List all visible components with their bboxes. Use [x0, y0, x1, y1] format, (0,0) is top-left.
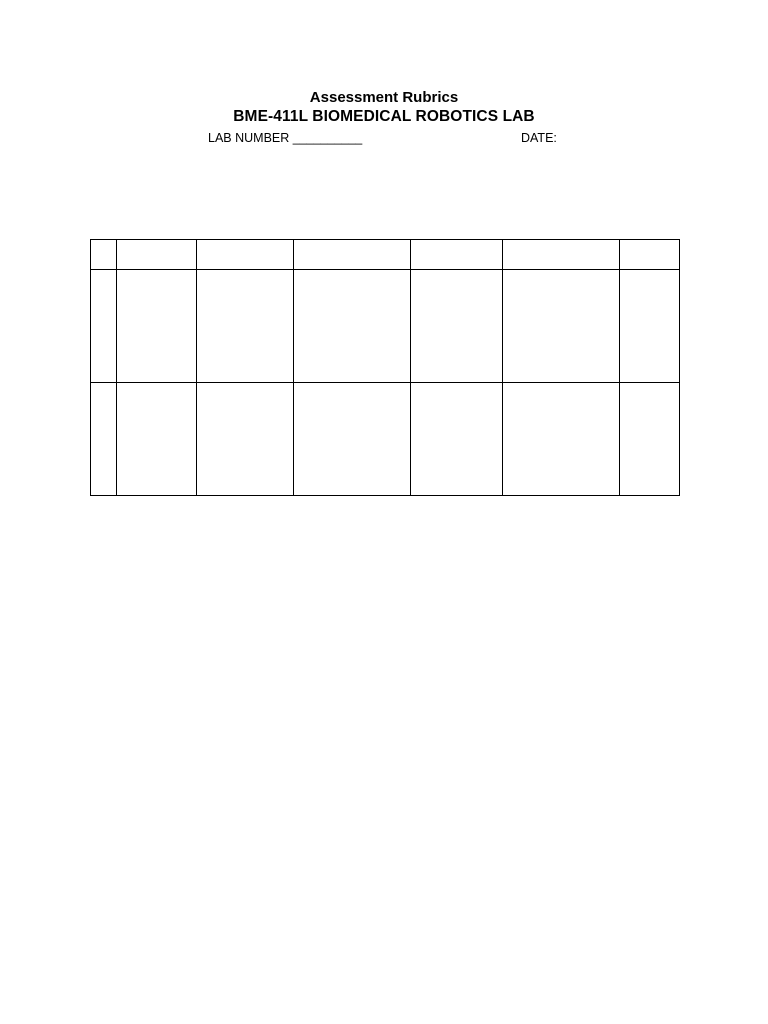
header-cell: [294, 240, 411, 270]
table-cell: [411, 270, 503, 383]
table-cell: [503, 383, 620, 496]
table-header-row: [91, 240, 680, 270]
header-cell: [91, 240, 117, 270]
header-cell: [503, 240, 620, 270]
table-cell: [117, 270, 197, 383]
table-cell: [91, 270, 117, 383]
header-cell: [620, 240, 680, 270]
table-cell: [411, 383, 503, 496]
document-heading: Assessment Rubrics: [309, 89, 459, 106]
table-cell: [294, 383, 411, 496]
date-field: DATE:: [521, 131, 557, 145]
header-cell: [117, 240, 197, 270]
header-cell: [197, 240, 294, 270]
table-cell: [620, 383, 680, 496]
rubric-table: [90, 239, 680, 496]
table-row: [91, 270, 680, 383]
header-cell: [411, 240, 503, 270]
table-cell: [197, 383, 294, 496]
table-cell: [117, 383, 197, 496]
table-cell: [91, 383, 117, 496]
table-cell: [197, 270, 294, 383]
course-title: BME-411L BIOMEDICAL ROBOTICS LAB: [233, 108, 535, 125]
table-cell: [503, 270, 620, 383]
table-cell: [620, 270, 680, 383]
table-cell: [294, 270, 411, 383]
lab-number-field: LAB NUMBER __________: [208, 131, 363, 145]
table-row: [91, 383, 680, 496]
